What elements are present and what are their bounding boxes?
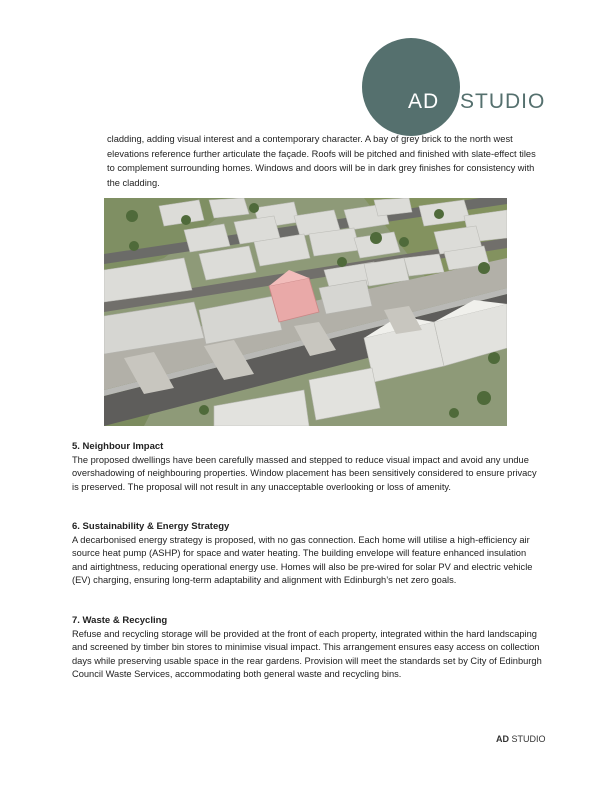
intro-paragraph: cladding, adding visual interest and a contemporary character. A bay of grey brick to the north west elevations reference further articulate the façade. Roofs will be pitched and finished with slate-effect tiles to complement surrounding homes. Windows and doors will be in dark grey finishes for consistency with the cladding. [107, 134, 536, 188]
footer-brand [496, 734, 546, 744]
aerial-site-render [104, 198, 507, 426]
logo-circle [362, 38, 460, 136]
footer-ad: AD [496, 734, 509, 744]
section-body: Refuse and recycling storage will be provided at the front of each property, integrated within the hard landscaping and screened by timber bin stores to minimise visual impact. This arrangement ensures easy access on collection days while preserving usable space in the rear gardens. Provision will meet the standards set by City of Edinburgh Council Waste Services, accommodating both general waste and recycling bins. [72, 629, 542, 680]
section-heading: 6. Sustainability & Energy Strategy [72, 521, 230, 532]
section-sustainability [72, 520, 542, 588]
section-neighbour-impact [72, 440, 542, 494]
section-waste-recycling [72, 614, 542, 682]
section-body: A decarbonised energy strategy is proposed, with no gas connection. Each home will utilise a high-efficiency air source heat pump (ASHP) for space and water heating. The building envelope will feature enhanced insulation and airtightness, reducing operational energy use. Homes will also be pre-wired for solar PV and electric vehicle (EV) charging, ensuring long-term adaptability and alignment with Edinburgh’s net zero goals. [72, 535, 533, 586]
footer-studio: STUDIO [509, 734, 546, 744]
section-heading: 7. Waste & Recycling [72, 615, 168, 626]
section-heading: 5. Neighbour Impact [72, 441, 164, 452]
logo-ad-text: AD [408, 90, 440, 113]
section-body: The proposed dwellings have been carefully massed and stepped to reduce visual impact and avoid any undue overshadowing of neighbouring properties. Window placement has been sensitively considered to ensure privacy is preserved. The proposal will not result in any unacceptable overlooking or loss of amenity. [72, 455, 537, 492]
logo-studio-text: STUDIO [460, 90, 546, 113]
